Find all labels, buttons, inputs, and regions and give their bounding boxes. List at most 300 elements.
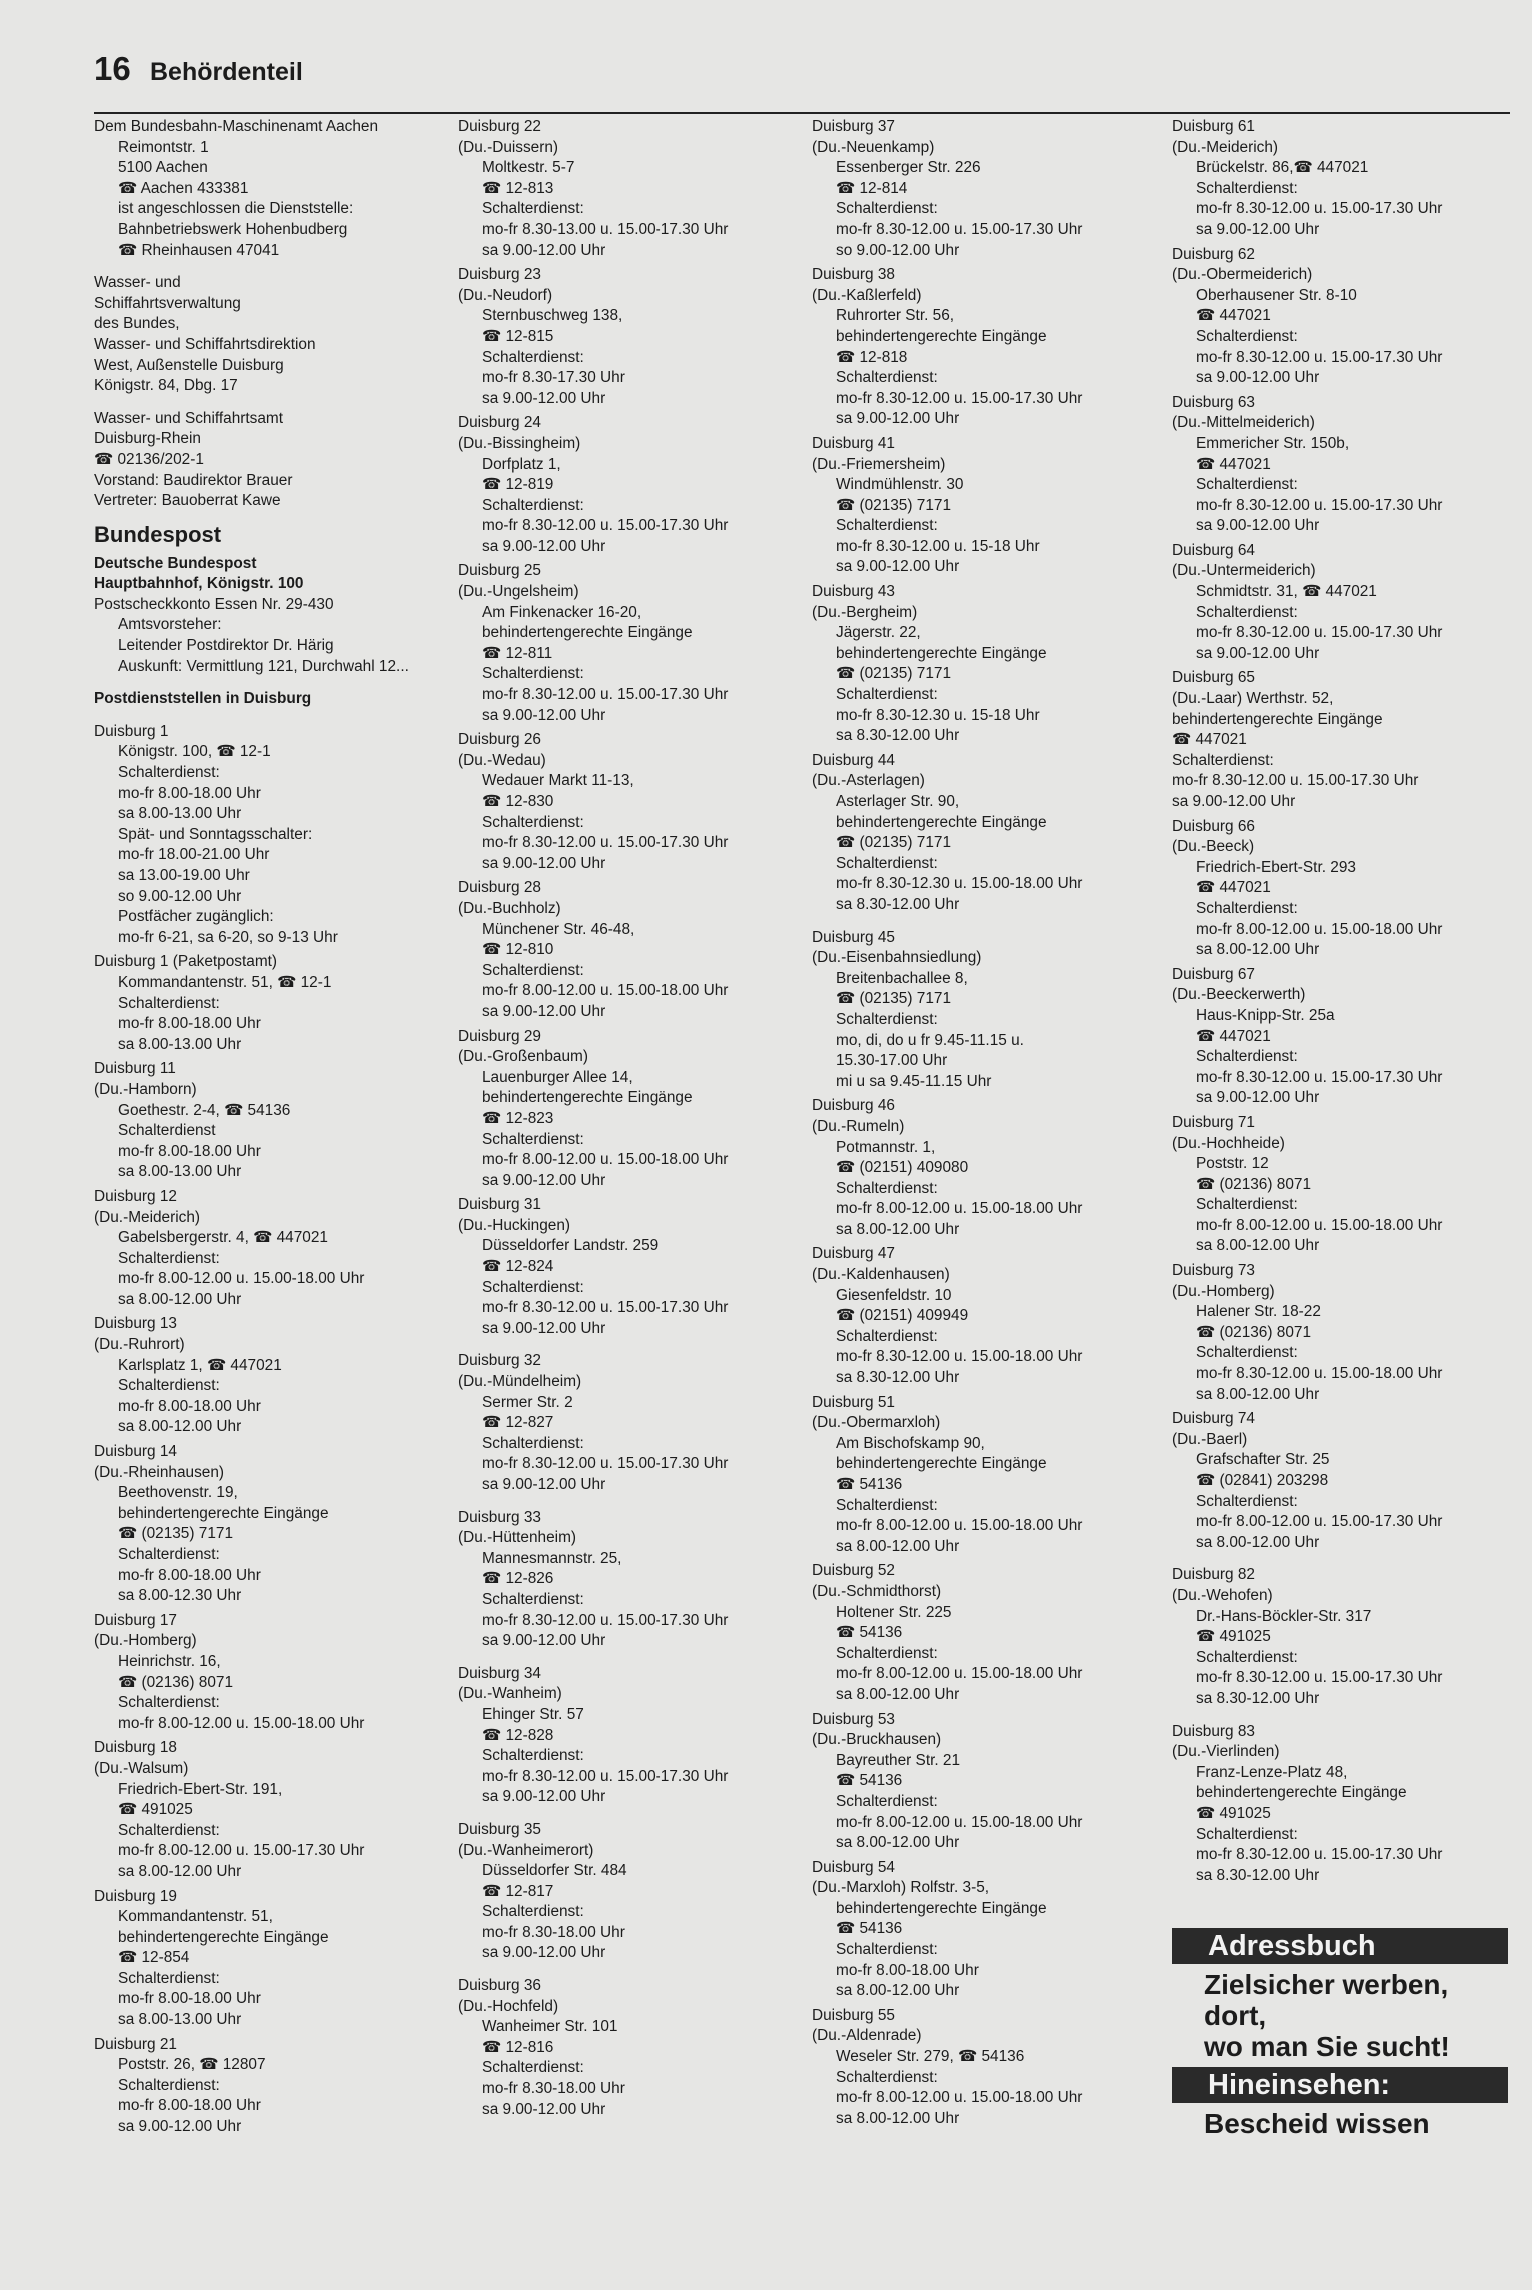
listing-line: Duisburg 44 (812, 751, 895, 769)
ad-slogan-line: wo man Sie sucht! (1204, 2031, 1450, 2063)
listing-line: Schalterdienst: (836, 1644, 938, 1662)
listing-line: mo-fr 8.30-12.30 u. 15.00-18.00 Uhr (836, 875, 1083, 893)
listing-line: Schalterdienst (118, 1122, 216, 1140)
listing-line: sa 9.00-12.00 Uhr (482, 854, 606, 872)
listing-line: Königstr. 100, ☎ 12-1 (118, 743, 271, 761)
listing-line: Duisburg 11 (94, 1060, 176, 1078)
listing-line: (Du.-Friemersheim) (812, 455, 946, 473)
listing-line: Schalterdienst: (118, 1249, 220, 1267)
listing-line: Schalterdienst: (836, 1792, 938, 1810)
listing-line: sa 8.00-12.00 Uhr (836, 2109, 960, 2127)
listing-line: sa 9.00-12.00 Uhr (482, 2100, 606, 2118)
listing-line: sa 8.00-13.00 Uhr (118, 1163, 242, 1181)
listing-line: ist angeschlossen die Dienststelle: (118, 200, 354, 218)
listing-line: (Du.-Aldenrade) (812, 2027, 922, 2045)
listing-line: Schalterdienst: (118, 764, 220, 782)
listing-line: Ruhrorter Str. 56, (836, 307, 955, 325)
listing-line: Duisburg 13 (94, 1315, 177, 1333)
listing-line: Schalterdienst: (118, 1694, 220, 1712)
listing-line: Schalterdienst: (482, 1278, 584, 1296)
listing-line: ☎ (02135) 7171 (836, 990, 952, 1008)
listing-line: ☎ 12-818 (836, 348, 908, 366)
listing-line: mo-fr 8.00-12.00 u. 15.00-18.00 Uhr (836, 1665, 1083, 1683)
listing-line: Duisburg 35 (458, 1820, 541, 1838)
listing-line: Duisburg 19 (94, 1887, 177, 1905)
listing-line: Schalterdienst: (836, 1496, 938, 1514)
listing-line: mo-fr 8.00-12.00 u. 15.00-17.30 Uhr (118, 1842, 365, 1860)
listing-line: West, Außenstelle Duisburg (94, 356, 284, 374)
listing-line: (Du.-Hochheide) (1172, 1134, 1285, 1152)
listing-line: Wasser- und Schiffahrtsamt (94, 409, 284, 427)
listing-line: Schalterdienst: (1172, 751, 1274, 769)
listing-line: Duisburg 46 (812, 1097, 895, 1115)
listing-line: Friedrich-Ebert-Str. 191, (118, 1780, 283, 1798)
listing-line: so 9.00-12.00 Uhr (836, 241, 960, 259)
listing-line: Dr.-Hans-Böckler-Str. 317 (1196, 1607, 1372, 1625)
listing-line: Schalterdienst: (836, 1010, 938, 1028)
listing-line: (Du.-Homberg) (94, 1632, 197, 1650)
listing-line: 5100 Aachen (118, 159, 208, 177)
listing-line: Auskunft: Vermittlung 121, Durchwahl 12... (118, 657, 409, 675)
listing-line: Gabelsbergerstr. 4, ☎ 447021 (118, 1229, 328, 1247)
listing-line: (Du.-Meiderich) (1172, 138, 1279, 156)
listing-line: Duisburg 37 (812, 118, 895, 135)
listing-line: mo-fr 8.00-12.00 u. 15.00-18.00 Uhr (836, 1200, 1083, 1218)
listing-line: Schalterdienst: (836, 517, 938, 535)
listing-line: mo-fr 8.30-12.00 u. 15.00-17.30 Uhr (1196, 200, 1443, 218)
listing-line: mo-fr 8.00-12.00 u. 15.00-18.00 Uhr (118, 1270, 365, 1288)
listing-line: Schalterdienst: (482, 813, 584, 831)
listing-line: ☎ 447021 (1196, 879, 1271, 897)
listing-line: sa 8.00-12.00 Uhr (118, 1862, 242, 1880)
listing-line: Duisburg 33 (458, 1508, 541, 1526)
page-number: 16 (94, 50, 131, 87)
listing-line: (Du.-Schmidthorst) (812, 1582, 942, 1600)
listing-line: behindertengerechte Eingänge (836, 1455, 1047, 1473)
column-4-listing (1172, 117, 1512, 1886)
listing-line: Duisburg-Rhein (94, 430, 201, 448)
listing-line: Schalterdienst: (1196, 476, 1298, 494)
listing-line: Duisburg 47 (812, 1245, 895, 1263)
listing-line: sa 9.00-12.00 Uhr (1196, 644, 1320, 662)
listing-line: ☎ 12-854 (118, 1949, 190, 1967)
listing-line: Haus-Knipp-Str. 25a (1196, 1006, 1335, 1024)
listing-line: sa 9.00-12.00 Uhr (482, 537, 606, 555)
listing-line: (Du.-Großenbaum) (458, 1048, 589, 1066)
listing-line: Ehinger Str. 57 (482, 1705, 584, 1723)
listing-line: Holtener Str. 225 (836, 1603, 952, 1621)
listing-line: (Du.-Rheinhausen) (94, 1463, 225, 1481)
listing-line: Am Finkenacker 16-20, (482, 603, 642, 621)
listing-line: ☎ 02136/202-1 (94, 450, 204, 468)
listing-line: Duisburg 65 (1172, 669, 1255, 687)
listing-line: Karlsplatz 1, ☎ 447021 (118, 1356, 282, 1374)
listing-line: mo, di, do u fr 9.45-11.15 u. (836, 1031, 1024, 1049)
listing-line: mo-fr 8.00-18.00 Uhr (118, 2097, 261, 2115)
listing-line: Duisburg 21 (94, 2035, 177, 2053)
listing-line: Duisburg 66 (1172, 817, 1255, 835)
listing-line: Duisburg 28 (458, 879, 541, 897)
listing-line: behindertengerechte Eingänge (836, 327, 1047, 345)
listing-line: Schalterdienst: (482, 1903, 584, 1921)
listing-line: mo-fr 8.30-12.00 u. 15.00-17.30 Uhr (1196, 1846, 1443, 1864)
listing-line: Duisburg 12 (94, 1187, 177, 1205)
listing-line: (Du.-Untermeiderich) (1172, 562, 1316, 580)
listing-line: Duisburg 55 (812, 2006, 895, 2024)
listing-line: Duisburg 31 (458, 1196, 541, 1214)
listing-line: mo-fr 8.30-12.00 u. 15.00-17.30 Uhr (1196, 1669, 1443, 1687)
listing-line: Poststr. 12 (1196, 1155, 1269, 1173)
listing-line: ☎ (02135) 7171 (836, 665, 952, 683)
listing-line: ☎ 54136 (836, 1624, 903, 1642)
listing-line: Schalterdienst: (1196, 179, 1298, 197)
listing-line: Duisburg 62 (1172, 245, 1255, 263)
listing-line: mo-fr 8.30-12.00 u. 15.00-17.30 Uhr (1172, 772, 1419, 790)
listing-line: ☎ (02136) 8071 (1196, 1175, 1312, 1193)
listing-line: (Du.-Kaßlerfeld) (812, 286, 922, 304)
listing-line: ☎ 12-824 (482, 1258, 554, 1276)
listing-line: Wasser- und Schiffahrtsdirektion (94, 335, 316, 353)
column-2 (458, 117, 788, 2120)
listing-line: sa 8.30-12.00 Uhr (836, 895, 960, 913)
listing-line: (Du.-Neuenkamp) (812, 138, 935, 156)
listing-line: mo-fr 8.30-12.00 u. 15.00-17.30 Uhr (482, 1767, 729, 1785)
listing-line: mo-fr 18.00-21.00 Uhr (118, 846, 270, 864)
listing-line: sa 8.00-12.00 Uhr (118, 1290, 242, 1308)
listing-line: (Du.-Buchholz) (458, 899, 561, 917)
listing-line: ☎ 491025 (1196, 1628, 1271, 1646)
listing-line: Emmericher Str. 150b, (1196, 434, 1350, 452)
listing-line: mo-fr 8.00-18.00 Uhr (118, 1566, 261, 1584)
listing-line: mo-fr 8.30-12.00 u. 15.00-17.30 Uhr (482, 686, 729, 704)
listing-line: Halener Str. 18-22 (1196, 1303, 1321, 1321)
listing-line: ☎ 12-819 (482, 476, 554, 494)
listing-line: Dorfplatz 1, (482, 455, 561, 473)
listing-line: mo-fr 8.00-18.00 Uhr (836, 1961, 979, 1979)
listing-line: (Du.-Huckingen) (458, 1216, 571, 1234)
listing-line: (Du.-Asterlagen) (812, 772, 925, 790)
listing-line: mo-fr 8.30-12.00 u. 15.00-18.00 Uhr (1196, 1365, 1443, 1383)
listing-line: mo-fr 8.00-18.00 Uhr (118, 1142, 261, 1160)
listing-line: ☎ 54136 (836, 1476, 903, 1493)
listing-line: sa 8.00-13.00 Uhr (118, 1035, 242, 1053)
listing-line: behindertengerechte Eingänge (118, 1504, 329, 1522)
listing-line: ☎ 12-830 (482, 793, 554, 810)
listing-line: sa 9.00-12.00 Uhr (1196, 1089, 1320, 1107)
listing-line: Schalterdienst: (118, 1821, 220, 1839)
listing-line: Goethestr. 2-4, ☎ 54136 (118, 1101, 291, 1119)
listing-line: behindertengerechte Eingänge (836, 813, 1047, 831)
listing-line: Duisburg 1 (Paketpostamt) (94, 953, 278, 971)
listing-line: sa 9.00-12.00 Uhr (482, 389, 606, 407)
listing-line: sa 8.00-12.00 Uhr (836, 1982, 960, 2000)
ad-slogan (1172, 1964, 1508, 2067)
listing-line: ☎ (02135) 7171 (836, 834, 952, 852)
listing-line: (Du.-Kaldenhausen) (812, 1266, 950, 1284)
listing-line: Schalterdienst: (482, 496, 584, 514)
listing-line: mo-fr 8.30-12.00 u. 15.00-17.30 Uhr (836, 389, 1083, 407)
listing-line: sa 8.00-12.00 Uhr (836, 1537, 960, 1555)
listing-line: ☎ 12-827 (482, 1414, 554, 1432)
listing-line: sa 9.00-12.00 Uhr (482, 1632, 606, 1650)
listing-line: ☎ 447021 (1196, 1027, 1271, 1045)
listing-line: Poststr. 26, ☎ 12807 (118, 2056, 266, 2074)
listing-line: behindertengerechte Eingänge (836, 1899, 1047, 1917)
listing-line: (Du.-Wehofen) (1172, 1586, 1273, 1604)
listing-line: (Du.-Wedau) (458, 751, 546, 769)
listing-line: (Du.-Beeck) (1172, 838, 1255, 856)
listing-line: Schalterdienst: (482, 200, 584, 218)
listing-line: Giesenfeldstr. 10 (836, 1286, 952, 1304)
listing-line: ☎ 12-826 (482, 1570, 554, 1588)
listing-line: Duisburg 67 (1172, 965, 1255, 983)
listing-line: mo-fr 8.30-12.00 u. 15.00-17.30 Uhr (1196, 496, 1443, 514)
listing-line: (Du.-Bergheim) (812, 603, 918, 621)
listing-line: des Bundes, (94, 315, 180, 333)
listing-line: Duisburg 74 (1172, 1410, 1255, 1428)
listing-line: (Du.-Ungelsheim) (458, 583, 579, 601)
listing-line: sa 9.00-12.00 Uhr (482, 1319, 606, 1337)
listing-line: 15.30-17.00 Uhr (836, 1052, 948, 1070)
listing-line: sa 9.00-12.00 Uhr (482, 241, 606, 259)
listing-line: sa 9.00-12.00 Uhr (482, 706, 606, 724)
listing-line: Düsseldorfer Str. 484 (482, 1862, 627, 1880)
listing-line: mo-fr 8.00-12.00 u. 15.00-18.00 Uhr (1196, 920, 1443, 938)
listing-line: Oberhausener Str. 8-10 (1196, 286, 1357, 304)
listing-line: mo-fr 8.30-12.00 u. 15.00-17.30 Uhr (1196, 348, 1443, 366)
listing-line: ☎ (02841) 203298 (1196, 1472, 1329, 1489)
listing-line: Potmannstr. 1, (836, 1138, 936, 1156)
listing-line: ☎ 491025 (1196, 1804, 1271, 1822)
listing-line: mo-fr 8.00-12.00 u. 15.00-18.00 Uhr (482, 982, 729, 1000)
listing-line: Amtsvorsteher: (118, 616, 222, 634)
listing-line: Duisburg 52 (812, 1562, 895, 1580)
listing-line: Franz-Lenze-Platz 48, (1196, 1763, 1348, 1781)
listing-line: Dem Bundesbahn-Maschinenamt Aachen (94, 118, 379, 135)
listing-line: Duisburg 24 (458, 414, 541, 432)
listing-line: Schiffahrtsverwaltung (94, 294, 241, 312)
listing-line: sa 8.00-12.00 Uhr (118, 1418, 242, 1436)
listing-line: sa 8.00-12.00 Uhr (1196, 1385, 1320, 1403)
listing-line: (Du.-Hochfeld) (458, 1997, 559, 2015)
advertisement (1172, 1928, 1508, 2144)
listing-line: ☎ 54136 (836, 1772, 903, 1790)
listing-line: (Du.-Baerl) (1172, 1430, 1248, 1448)
listing-line: mo-fr 8.30-17.30 Uhr (482, 369, 625, 387)
listing-line: mo-fr 8.30-18.00 Uhr (482, 2080, 625, 2098)
listing-line: (Du.-Laar) Werthstr. 52, (1172, 690, 1334, 708)
listing-line: Kommandantenstr. 51, (118, 1908, 273, 1926)
listing-line: (Du.-Bissingheim) (458, 434, 581, 452)
listing-line: Schalterdienst: (836, 1179, 938, 1197)
listing-line: Weseler Str. 279, ☎ 54136 (836, 2048, 1025, 2066)
listing-line: mo-fr 8.30-12.00 u. 15.00-17.30 Uhr (482, 1611, 729, 1629)
listing-line: Duisburg 14 (94, 1443, 177, 1461)
listing-line: Duisburg 51 (812, 1393, 895, 1411)
listing-line: mo-fr 8.00-12.00 u. 15.00-18.00 Uhr (836, 1813, 1083, 1831)
listing-line: Schalterdienst: (1196, 1492, 1298, 1510)
listing-line: behindertengerechte Eingänge (482, 1089, 693, 1107)
listing-line: behindertengerechte Eingänge (1196, 1784, 1407, 1802)
listing-line: Schalterdienst: (836, 1327, 938, 1345)
listing-line: Vorstand: Baudirektor Brauer (94, 471, 293, 489)
listing-line: (Du.-Ruhrort) (94, 1336, 185, 1354)
listing-line: ☎ (02151) 409949 (836, 1307, 969, 1325)
listing-line: sa 9.00-12.00 Uhr (482, 1171, 606, 1189)
listing-line: ☎ 12-816 (482, 2038, 554, 2056)
listing-line: mo-fr 8.00-12.00 u. 15.00-18.00 Uhr (836, 1517, 1083, 1535)
listing-line: Breitenbachallee 8, (836, 969, 968, 987)
listing-line: mo-fr 8.30-12.00 u. 15-18 Uhr (836, 537, 1040, 555)
listing-line: mo-fr 8.30-12.30 u. 15-18 Uhr (836, 706, 1040, 724)
listing-line: sa 8.00-12.00 Uhr (1196, 941, 1320, 959)
listing-line: ☎ 447021 (1196, 307, 1271, 325)
listing-line: ☎ 447021 (1196, 455, 1271, 473)
listing-line: Duisburg 83 (1172, 1722, 1255, 1740)
listing-line: behindertengerechte Eingänge (482, 624, 693, 642)
listing-line: (Du.-Hüttenheim) (458, 1529, 577, 1547)
listing-line: Windmühlenstr. 30 (836, 476, 964, 494)
listing-line: sa 9.00-12.00 Uhr (1172, 793, 1296, 810)
listing-line: Duisburg 1 (94, 722, 169, 740)
listing-line: sa 8.30-12.00 Uhr (1196, 1866, 1320, 1884)
listing-line: (Du.-Bruckhausen) (812, 1731, 942, 1749)
listing-line: Schalterdienst: (118, 1546, 220, 1563)
listing-line: Duisburg 26 (458, 731, 541, 749)
listing-line: ☎ (02151) 409080 (836, 1159, 969, 1177)
listing-line: Duisburg 82 (1172, 1566, 1255, 1584)
listing-line: mo-fr 8.00-18.00 Uhr (118, 784, 261, 802)
listing-line: Schalterdienst: (482, 1747, 584, 1765)
listing-line: (Du.-Marxloh) Rolfstr. 3-5, (812, 1879, 990, 1897)
listing-line: mo-fr 8.30-12.00 u. 15.00-17.30 Uhr (836, 220, 1083, 238)
listing-line: Moltkestr. 5-7 (482, 159, 575, 177)
listing-line: (Du.-Wanheim) (458, 1685, 562, 1703)
listing-line: Beethovenstr. 19, (118, 1484, 238, 1502)
listing-line: Duisburg 63 (1172, 393, 1255, 411)
listing-line: ☎ Aachen 433381 (118, 179, 249, 197)
listing-line: sa 8.00-12.00 Uhr (836, 1220, 960, 1238)
listing-line: Schalterdienst: (482, 1434, 584, 1452)
listing-line: Duisburg 71 (1172, 1113, 1255, 1131)
listing-line: sa 9.00-12.00 Uhr (1196, 517, 1320, 535)
listing-line: Schalterdienst: (118, 2076, 220, 2094)
listing-line: ☎ (02135) 7171 (836, 496, 952, 514)
listing-line: (Du.-Wanheimerort) (458, 1841, 594, 1859)
listing-line: (Du.-Duissern) (458, 138, 559, 156)
listing-line: mo-fr 8.00-12.00 u. 15.00-18.00 Uhr (482, 1151, 729, 1169)
column-1 (94, 117, 434, 2138)
listing-line: sa 9.00-12.00 Uhr (1196, 220, 1320, 238)
listing-line: (Du.-Meiderich) (94, 1208, 201, 1226)
listing-line: mi u sa 9.45-11.15 Uhr (836, 1072, 992, 1090)
listing-line: ☎ 12-823 (482, 1109, 554, 1127)
listing-line: Schmidtstr. 31, ☎ 447021 (1196, 583, 1377, 601)
listing-line: Schalterdienst: (118, 1969, 220, 1987)
listing-line: Schalterdienst: (836, 369, 938, 387)
listing-line: sa 9.00-12.00 Uhr (118, 2118, 242, 2136)
listing-line: Schalterdienst: (1196, 899, 1298, 917)
listing-line: (Du.-Hamborn) (94, 1080, 197, 1098)
listing-line: Schalterdienst: (836, 1941, 938, 1959)
listing-line: Schalterdienst: (1196, 1048, 1298, 1066)
listing-line: ☎ 12-828 (482, 1726, 554, 1744)
listing-line: Schalterdienst: (1196, 1196, 1298, 1214)
listing-line: ☎ 491025 (118, 1801, 193, 1819)
listing-line: mo-fr 8.30-12.00 u. 15.00-17.30 Uhr (482, 834, 729, 852)
listing-line: Duisburg 22 (458, 118, 541, 135)
listing-line: mo-fr 8.00-12.00 u. 15.00-17.30 Uhr (1196, 1513, 1443, 1531)
listing-line: ☎ (02136) 8071 (118, 1673, 234, 1691)
listing-line: Duisburg 32 (458, 1352, 541, 1370)
listing-line: Schalterdienst: (482, 961, 584, 979)
listing-line: Duisburg 64 (1172, 541, 1255, 559)
listing-line: sa 8.30-12.00 Uhr (836, 1369, 960, 1387)
listing-line: mo-fr 8.30-12.00 u. 15.00-17.30 Uhr (482, 1299, 729, 1317)
listing-line: Duisburg 34 (458, 1664, 541, 1682)
subheading: Hauptbahnhof, Königstr. 100 (94, 575, 304, 593)
listing-line: ☎ (02136) 8071 (1196, 1323, 1312, 1341)
listing-line: mo-fr 8.30-12.00 u. 15.00-17.30 Uhr (482, 517, 729, 535)
listing-line: Duisburg 25 (458, 562, 541, 580)
column-4 (1172, 117, 1512, 2144)
listing-line: Vertreter: Bauoberrat Kawe (94, 492, 281, 510)
listing-line: (Du.-Obermeiderich) (1172, 266, 1313, 284)
listing-line: mo-fr 8.30-13.00 u. 15.00-17.30 Uhr (482, 220, 729, 238)
ad-slogan-line: Zielsicher werben, (1204, 1969, 1449, 2001)
listing-line: Duisburg 17 (94, 1611, 177, 1629)
listing-line: mo-fr 6-21, sa 6-20, so 9-13 Uhr (118, 928, 338, 946)
listing-line: Schalterdienst: (836, 2068, 938, 2086)
listing-line: Mannesmannstr. 25, (482, 1549, 622, 1567)
listing-line: ☎ 12-811 (482, 644, 553, 662)
listing-line: Reimontstr. 1 (118, 138, 209, 156)
ad-banner-hineinsehen: Hineinsehen: (1172, 2067, 1508, 2103)
listing-line: ☎ 12-810 (482, 941, 554, 959)
page-header (94, 50, 1510, 114)
listing-line: sa 8.00-13.00 Uhr (118, 2011, 242, 2029)
column-3 (812, 117, 1142, 2129)
listing-line: (Du.-Mittelmeiderich) (1172, 414, 1315, 432)
listing-line: Schalterdienst: (836, 200, 938, 218)
listing-line: Am Bischofskamp 90, (836, 1434, 985, 1452)
listing-line: so 9.00-12.00 Uhr (118, 887, 242, 905)
listing-line: sa 9.00-12.00 Uhr (1196, 369, 1320, 387)
listing-line: sa 8.00-12.00 Uhr (1196, 1533, 1320, 1551)
listing-line: Essenberger Str. 226 (836, 159, 981, 177)
listing-line: Duisburg 36 (458, 1977, 541, 1995)
listing-line: Duisburg 41 (812, 434, 895, 452)
listing-line: sa 8.30-12.00 Uhr (1196, 1689, 1320, 1707)
listing-line: mo-fr 8.30-12.00 u. 15.00-17.30 Uhr (482, 1455, 729, 1473)
listing-line: Sternbuschweg 138, (482, 307, 623, 325)
listing-line: sa 8.00-13.00 Uhr (118, 805, 242, 823)
listing-line: (Du.-Obermarxloh) (812, 1414, 941, 1432)
section-heading: Bundespost (94, 521, 222, 547)
listing-line: Sermer Str. 2 (482, 1393, 573, 1411)
listing-line: Duisburg 73 (1172, 1262, 1255, 1280)
listing-line: Postscheckkonto Essen Nr. 29-430 (94, 595, 334, 613)
listing-line: ☎ 447021 (1172, 731, 1247, 749)
listing-line: sa 8.00-12.30 Uhr (118, 1587, 242, 1605)
listing-line: sa 9.00-12.00 Uhr (482, 1476, 606, 1493)
listing-line: Duisburg 38 (812, 266, 895, 284)
ad-tagline: Bescheid wissen (1204, 2108, 1430, 2140)
listing-line: sa 9.00-12.00 Uhr (836, 410, 960, 428)
listing-line: mo-fr 8.00-18.00 Uhr (118, 1990, 261, 2008)
listing-line: behindertengerechte Eingänge (118, 1928, 329, 1946)
listing-line: Wanheimer Str. 101 (482, 2018, 618, 2036)
